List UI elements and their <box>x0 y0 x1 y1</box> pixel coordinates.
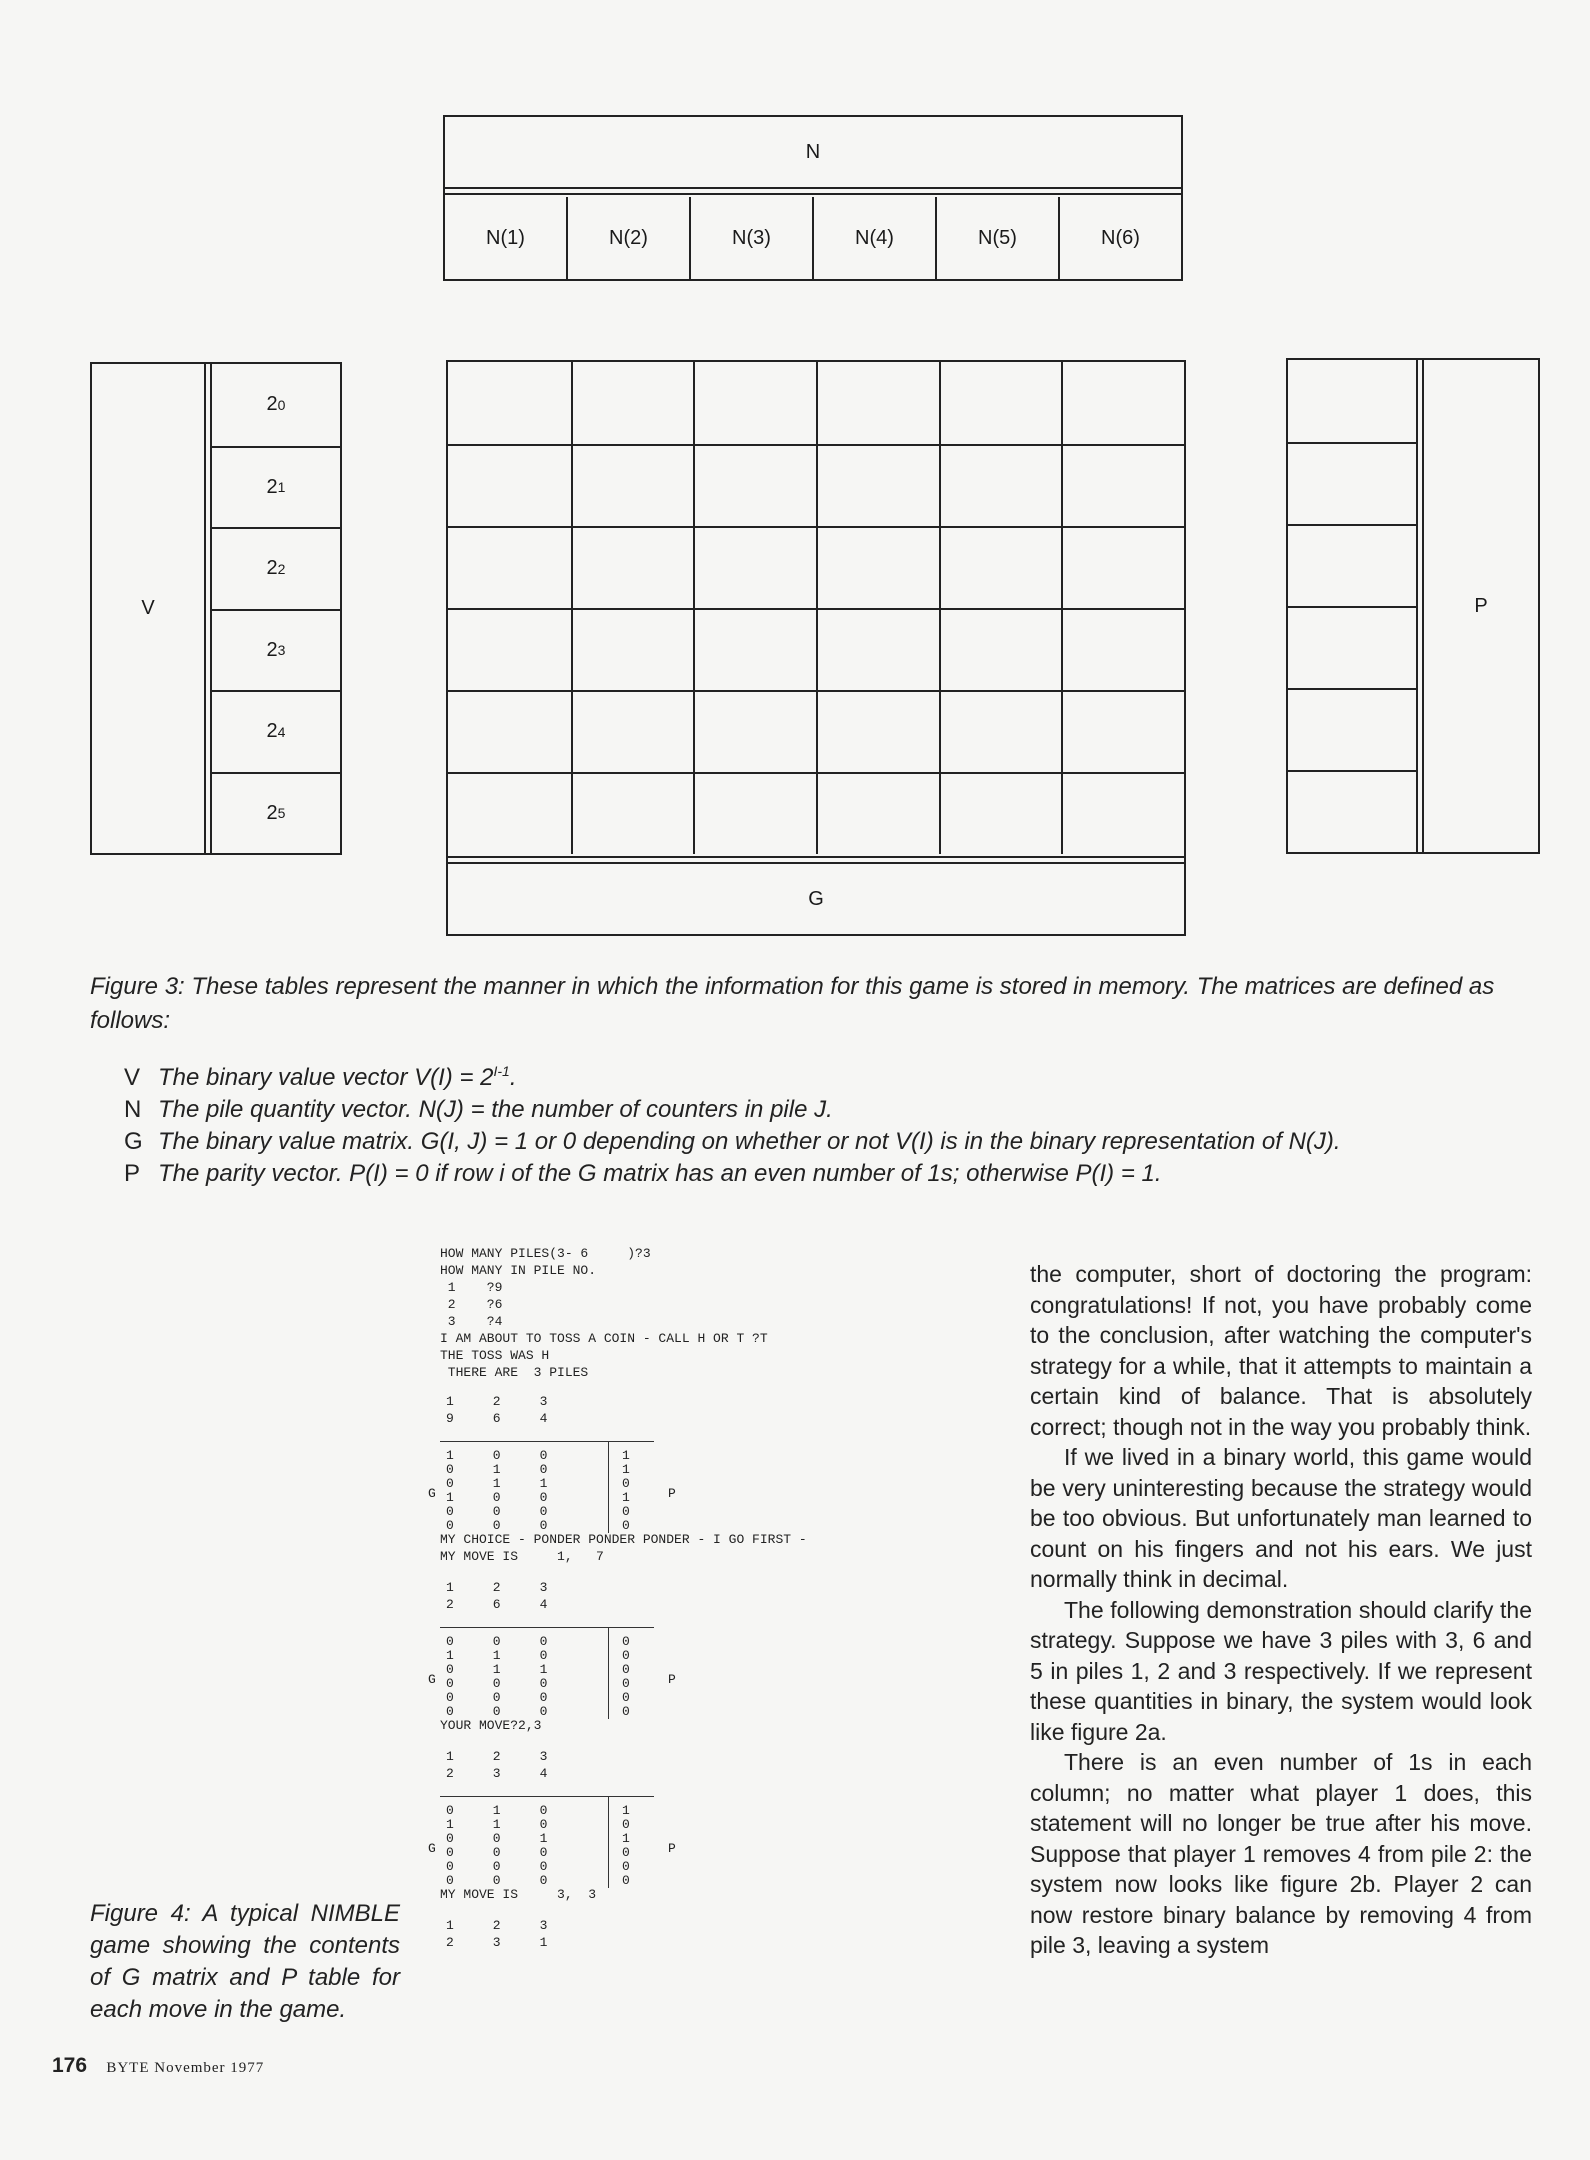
p-label: P <box>1474 594 1488 617</box>
n-cell: N(2) <box>566 197 689 279</box>
listing-line: 1 ?9 <box>440 1280 503 1295</box>
listing-line: HOW MANY IN PILE NO. <box>440 1263 597 1278</box>
p-table-row: 0 <box>622 1634 630 1649</box>
g-label: G <box>808 887 824 910</box>
p-table-row: 0 <box>622 1504 630 1519</box>
g-cell <box>693 526 816 608</box>
pile-counts: 2 3 4 <box>446 1766 548 1781</box>
page-number: 176 <box>52 2054 88 2077</box>
p-table-row: 0 <box>622 1704 630 1719</box>
article-body <box>1030 1259 1532 1961</box>
definition-key: N <box>124 1096 142 1123</box>
g-matrix-row: 1 1 0 <box>446 1648 548 1663</box>
n-cell: N(1) <box>486 226 525 249</box>
p-table-label: P <box>668 1672 676 1687</box>
matrix-divider <box>608 1796 609 1888</box>
g-matrix-row: 0 0 0 <box>446 1518 548 1533</box>
n-cells <box>445 197 1181 279</box>
p-table-row: 0 <box>622 1662 630 1677</box>
listing-line: THERE ARE 3 PILES <box>440 1365 589 1380</box>
power-base: 2 <box>266 720 278 743</box>
pile-counts: 2 3 1 <box>446 1935 548 1950</box>
matrix-top-rule <box>440 1441 654 1442</box>
magazine-issue: BYTE November 1977 <box>106 2060 265 2076</box>
definition-text: The binary value vector V(I) = 2 <box>158 1064 494 1091</box>
g-cell <box>816 526 939 608</box>
folio <box>52 2054 264 2078</box>
v-power-cell <box>212 690 340 772</box>
p-cell <box>1288 688 1416 770</box>
g-cell <box>939 772 1062 854</box>
p-table-row: 1 <box>622 1803 630 1818</box>
g-cell <box>571 362 694 444</box>
pile-counts: 2 6 4 <box>446 1597 548 1612</box>
n-cell: N(5) <box>935 197 1058 279</box>
p-table-row: 0 <box>622 1845 630 1860</box>
g-cell <box>939 690 1062 772</box>
g-grid <box>448 362 1184 854</box>
g-cell <box>939 444 1062 526</box>
definition-item <box>124 1158 1544 1190</box>
definition-tail: . <box>509 1064 517 1091</box>
definition-item <box>124 1126 1544 1158</box>
p-cell <box>1288 524 1416 606</box>
g-matrix <box>446 360 1186 936</box>
p-table-row: 1 <box>622 1462 630 1477</box>
definition-text: The parity vector. P(I) = 0 if row i of the G matrix has an even number of 1s; otherwise P(I) = 1. <box>158 1160 1162 1187</box>
figure-3-caption: Figure 3: These tables represent the manner in which the information for this game is stored in memory. The matrices are defined as follows: <box>90 973 1495 1034</box>
g-cell <box>1061 362 1184 444</box>
p-cell <box>1288 606 1416 688</box>
power-base: 2 <box>266 557 278 580</box>
matrix-divider <box>608 1441 609 1533</box>
matrix-divider <box>608 1627 609 1719</box>
power-exponent: 3 <box>277 642 286 659</box>
g-cell <box>816 772 939 854</box>
p-table-row: 0 <box>622 1690 630 1705</box>
power-exponent: 1 <box>277 479 286 496</box>
n-cell: N(6) <box>1058 197 1181 279</box>
v-label: V <box>141 597 155 619</box>
power-exponent: 2 <box>277 560 286 577</box>
listing-line: THE TOSS WAS H <box>440 1348 550 1363</box>
power-base: 2 <box>266 638 278 661</box>
p-cell <box>1288 442 1416 524</box>
v-power-cell <box>212 446 340 528</box>
g-cell <box>693 690 816 772</box>
power-base: 2 <box>266 801 278 824</box>
p-table-row: 0 <box>622 1518 630 1533</box>
p-table-row: 0 <box>622 1648 630 1663</box>
definition-superscript: I-1 <box>493 1063 510 1079</box>
figure-4-listing <box>428 1245 1000 2045</box>
definition-key: V <box>124 1064 141 1091</box>
p-table-label: P <box>668 1486 676 1501</box>
g-cell <box>1061 772 1184 854</box>
definition-text: The binary value matrix. G(I, J) = 1 or 0 depending on whether or not V(I) is in the binary representation of N(J). <box>158 1128 1341 1155</box>
n-vector <box>443 115 1183 281</box>
g-cell <box>816 690 939 772</box>
pile-number-header: 1 2 3 <box>446 1394 548 1409</box>
g-cell <box>1061 690 1184 772</box>
g-cell <box>571 608 694 690</box>
g-cell <box>939 362 1062 444</box>
p-table-row: 1 <box>622 1490 630 1505</box>
listing-line: MY MOVE IS 1, 7 <box>440 1549 604 1564</box>
g-cell <box>448 772 571 854</box>
v-vector <box>90 362 342 855</box>
g-matrix-row: 1 1 0 <box>446 1817 548 1832</box>
pile-number-header: 1 2 3 <box>446 1580 548 1595</box>
g-matrix-row: 0 0 1 <box>446 1831 548 1846</box>
listing-line: MY MOVE IS 3, 3 <box>440 1887 597 1902</box>
pile-number-header: 1 2 3 <box>446 1749 548 1764</box>
p-table-row: 1 <box>622 1831 630 1846</box>
g-matrix-row: 0 0 0 <box>446 1845 548 1860</box>
g-matrix-row: 0 0 0 <box>446 1676 548 1691</box>
g-matrix-label: G <box>428 1841 436 1856</box>
g-matrix-label: G <box>428 1672 436 1687</box>
definition-key: G <box>124 1128 143 1155</box>
power-exponent: 0 <box>277 396 286 413</box>
g-cell <box>816 362 939 444</box>
listing-line: I AM ABOUT TO TOSS A COIN - CALL H OR T ?T <box>440 1331 768 1346</box>
g-matrix-row: 0 0 0 <box>446 1504 548 1519</box>
g-cell <box>1061 444 1184 526</box>
g-cell <box>571 526 694 608</box>
body-paragraph: the computer, short of doctoring the program: congratulations! If not, you have probably come to the conclusion, after watching the computer's strategy for a while, that it attempts to maintain a certain kind of balance. That is absolutely correct; though not in the way you probably think. <box>1030 1261 1532 1440</box>
g-matrix-row: 0 1 0 <box>446 1803 548 1818</box>
body-paragraph: There is an even number of 1s in each column; no matter what player 1 does, this statement will no longer be true after his move. Suppose that player 1 removes 4 from pile 2: the system now looks like figure 2b. Player 2 can now restore binary balance by removing 4 from pile 3, leaving a system <box>1030 1749 1532 1958</box>
g-cell <box>448 362 571 444</box>
p-vector <box>1286 358 1540 854</box>
g-cell <box>816 444 939 526</box>
p-cell <box>1288 770 1416 852</box>
matrix-top-rule <box>440 1627 654 1628</box>
v-power-cell <box>212 527 340 609</box>
g-cell <box>571 690 694 772</box>
g-matrix-row: 1 0 0 <box>446 1448 548 1463</box>
g-matrix-label: G <box>428 1486 436 1501</box>
p-table-row: 0 <box>622 1859 630 1874</box>
p-table-label: P <box>668 1841 676 1856</box>
n-label: N <box>805 140 821 163</box>
g-cell <box>571 444 694 526</box>
power-base: 2 <box>266 393 278 416</box>
p-cells <box>1288 360 1416 852</box>
definition-item <box>124 1055 1544 1094</box>
g-cell <box>693 608 816 690</box>
g-matrix-row: 1 0 0 <box>446 1490 548 1505</box>
matrix-top-rule <box>440 1796 654 1797</box>
n-cell: N(4) <box>812 197 935 279</box>
listing-line: MY CHOICE - PONDER PONDER PONDER - I GO FIRST - <box>440 1532 807 1547</box>
p-table-row: 0 <box>622 1476 630 1491</box>
g-cell <box>571 772 694 854</box>
p-table-row: 0 <box>622 1873 630 1888</box>
g-cell <box>939 608 1062 690</box>
body-paragraph: The following demonstration should clarify the strategy. Suppose we have 3 piles with 3, 6 and 5 in piles 1, 2 and 3 respectively. If we represent these quantities in binary, the system would look like figure 2a. <box>1030 1596 1532 1745</box>
g-cell <box>448 526 571 608</box>
g-matrix-row: 0 1 1 <box>446 1476 548 1491</box>
definitions-list <box>124 1055 1544 1190</box>
g-matrix-row: 0 0 0 <box>446 1704 548 1719</box>
definition-item <box>124 1094 1544 1126</box>
power-exponent: 4 <box>277 723 286 740</box>
v-powers <box>212 364 340 853</box>
pile-number-header: 1 2 3 <box>446 1918 548 1933</box>
figure-4-caption: Figure 4: A typical NIMBLE game showing the contents of G matrix and P table for each move in the game. <box>90 1900 400 2023</box>
g-cell <box>448 608 571 690</box>
p-cell <box>1288 360 1416 442</box>
definition-key: P <box>124 1160 141 1187</box>
g-cell <box>693 444 816 526</box>
listing-line: YOUR MOVE?2,3 <box>440 1718 542 1733</box>
g-cell <box>1061 608 1184 690</box>
v-power-cell <box>212 609 340 691</box>
g-cell <box>816 608 939 690</box>
g-matrix-row: 0 1 1 <box>446 1662 548 1677</box>
p-table-row: 0 <box>622 1817 630 1832</box>
v-power-cell <box>212 772 340 854</box>
power-base: 2 <box>266 475 278 498</box>
g-matrix-row: 0 0 0 <box>446 1690 548 1705</box>
g-cell <box>448 444 571 526</box>
g-cell <box>939 526 1062 608</box>
g-cell <box>1061 526 1184 608</box>
body-paragraph: If we lived in a binary world, this game would be very uninteresting because the strategy would be too obvious. But unfortunately man learned to count on his fingers and not his ears. We just normally think in decimal. <box>1030 1444 1532 1592</box>
listing-line: 2 ?6 <box>440 1297 503 1312</box>
g-cell <box>693 772 816 854</box>
p-table-row: 1 <box>622 1448 630 1463</box>
g-matrix-row: 0 0 0 <box>446 1859 548 1874</box>
g-matrix-row: 0 0 0 <box>446 1873 548 1888</box>
listing-line: 3 ?4 <box>440 1314 503 1329</box>
g-matrix-row: 0 0 0 <box>446 1634 548 1649</box>
g-cell <box>693 362 816 444</box>
definition-text: The pile quantity vector. N(J) = the number of counters in pile J. <box>158 1096 833 1123</box>
power-exponent: 5 <box>277 805 286 822</box>
g-matrix-row: 0 1 0 <box>446 1462 548 1477</box>
v-power-cell <box>212 364 340 446</box>
pile-counts: 9 6 4 <box>446 1411 548 1426</box>
p-table-row: 0 <box>622 1676 630 1691</box>
n-cell: N(3) <box>689 197 812 279</box>
g-cell <box>448 690 571 772</box>
listing-line: HOW MANY PILES(3- 6 )?3 <box>440 1246 651 1261</box>
